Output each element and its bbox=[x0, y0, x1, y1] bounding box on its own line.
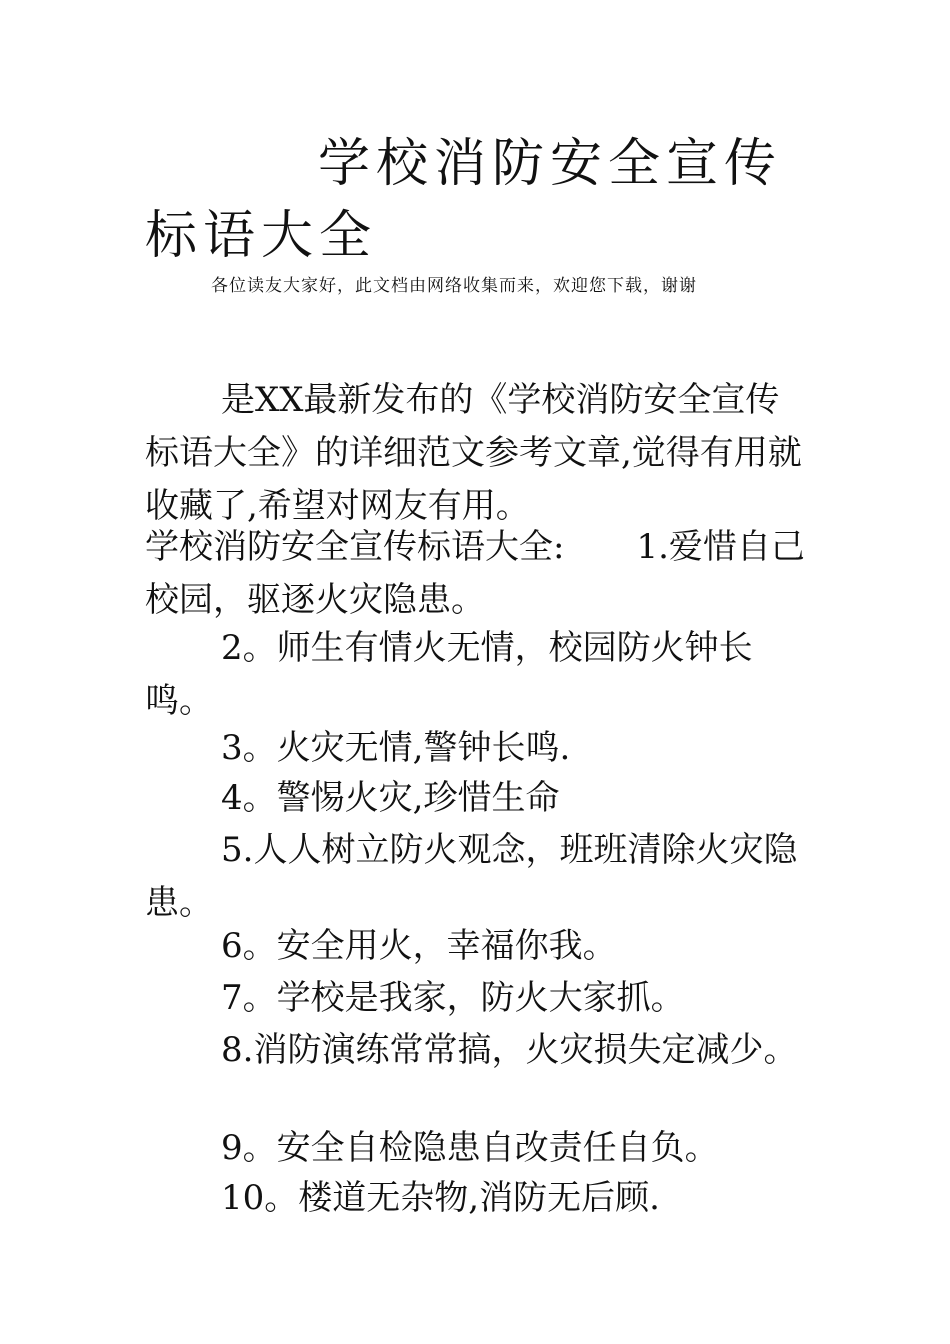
slogan-item-3: 3。火灾无情,警钟长鸣. bbox=[221, 728, 571, 768]
slogan-item-4: 4。警惕火灾,珍惜生命 bbox=[221, 778, 560, 818]
slogan-item-10: 10。楼道无杂物,消防无后顾. bbox=[221, 1178, 660, 1218]
slogan-item-1: 1.爱惜自己校园，驱逐火灾隐患。 bbox=[145, 527, 805, 620]
slogan-item-5: 5.人人树立防火观念，班班清除火灾隐患。 bbox=[145, 830, 798, 923]
document-subtitle: 各位读友大家好，此文档由网络收集而来，欢迎您下载，谢谢 bbox=[211, 276, 697, 296]
intro-paragraph: 是XX最新发布的《学校消防安全宣传标语大全》的详细范文参考文章,觉得有用就收藏了,希望对网友有用。 bbox=[145, 380, 802, 526]
slogan-item-6: 6。安全用火，幸福你我。 bbox=[221, 926, 617, 966]
slogan-item-9: 9。安全自检隐患自改责任自负。 bbox=[221, 1128, 719, 1168]
slogan-item-2: 2。师生有情火无情，校园防火钟长鸣。 bbox=[145, 628, 753, 721]
slogan-item-7: 7。学校是我家，防火大家抓。 bbox=[221, 978, 685, 1018]
slogan-item-8: 8.消防演练常常搞，火灾损失定减少。 bbox=[221, 1030, 798, 1070]
slogan-list-heading: 学校消防安全宣传标语大全: bbox=[145, 527, 565, 567]
slogan-list-lead bbox=[145, 521, 810, 627]
document-title: 学校消防安全宣传标语大全 bbox=[145, 134, 783, 266]
